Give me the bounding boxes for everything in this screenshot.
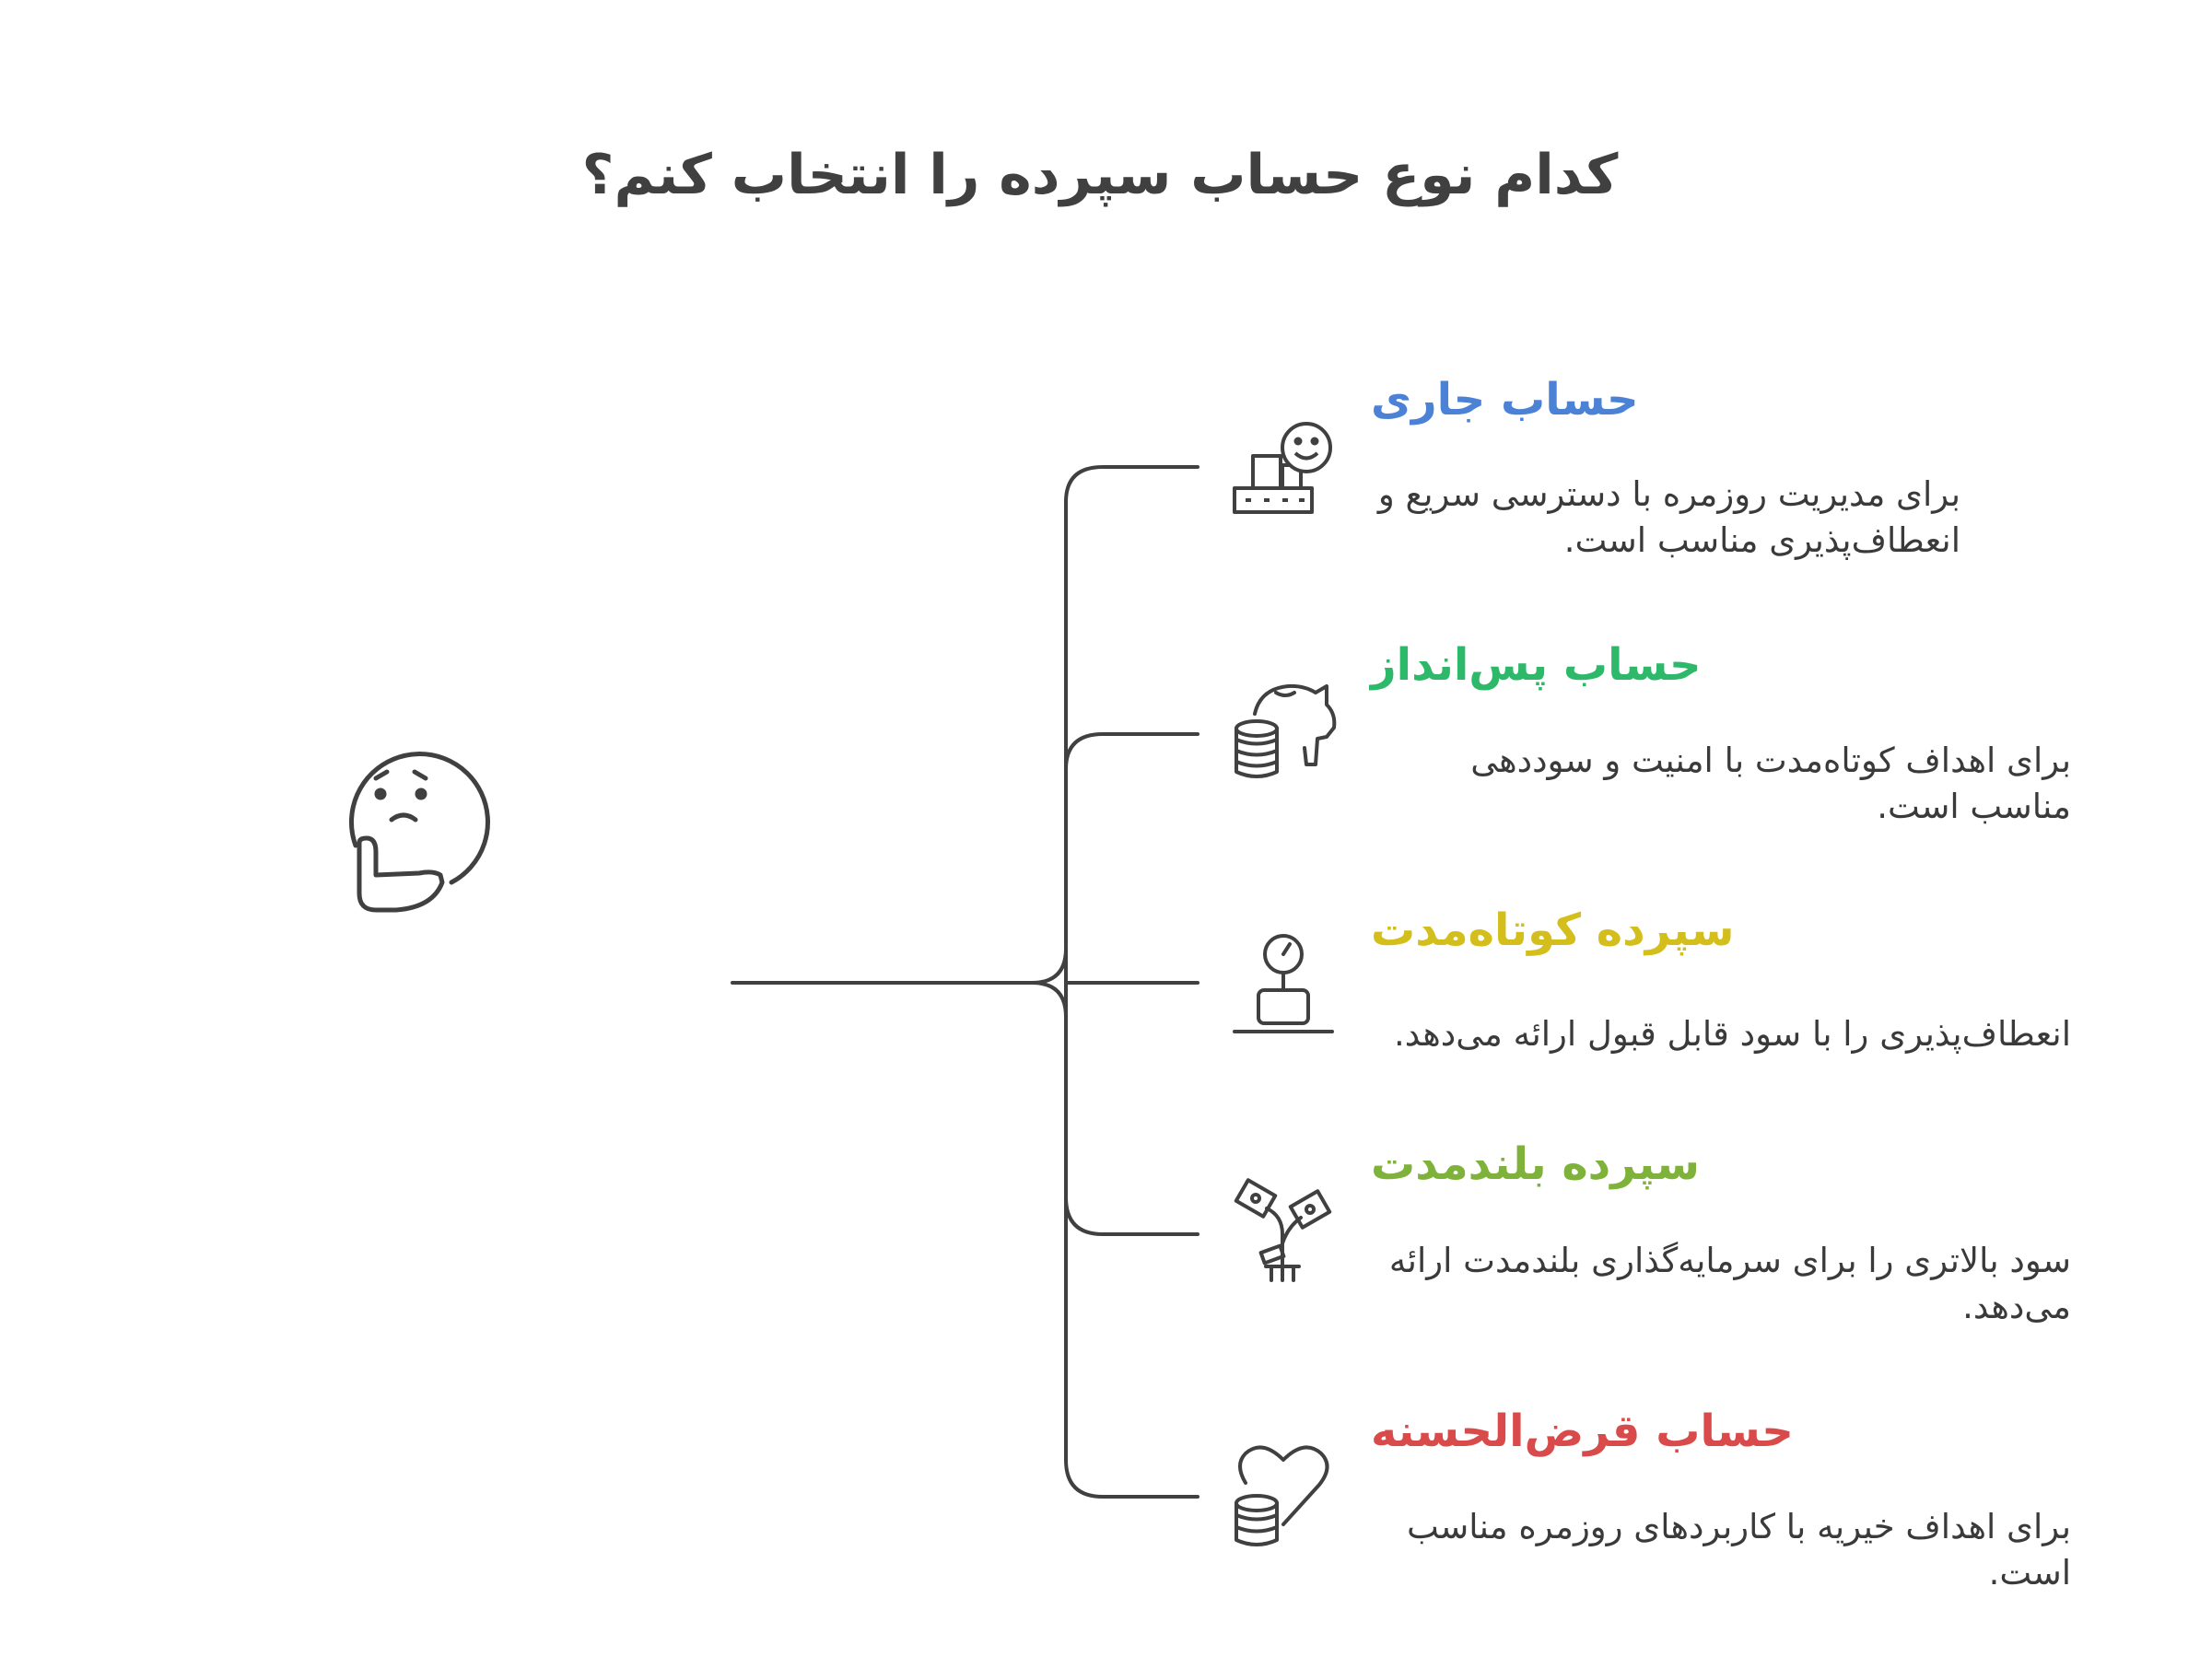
connector-branch-2 xyxy=(1066,734,1198,769)
option-current-title: حساب جاری xyxy=(1371,374,1639,426)
option-qard-title: حساب قرض‌الحسنه xyxy=(1371,1406,1794,1457)
piggy-bank-coins-icon xyxy=(1236,686,1334,776)
diagram-title: کدام نوع حساب سپرده را انتخاب کنم؟ xyxy=(581,143,1619,207)
connector-elbow-bottom xyxy=(1032,983,1066,1017)
option-savings-description: برای اهداف کوتاه‌مدت با امنیت و سوددهی مناسب است. xyxy=(1470,741,2071,826)
connector-lines xyxy=(732,467,1198,1497)
option-short-term-title: سپرده کوتاه‌مدت xyxy=(1371,904,1735,956)
buildings-smiley-icon xyxy=(1235,424,1330,512)
option-long-term-description: سود بالاتری را برای سرمایه‌گذاری بلندمدت ارائه می‌دهد. xyxy=(1388,1241,2071,1326)
option-qard-description: برای اهداف خیریه با کاربردهای روزمره مناسب است. xyxy=(1406,1507,2071,1592)
thinking-face-icon xyxy=(351,754,487,910)
connector-elbow-top xyxy=(1032,949,1066,983)
option-long-term-title: سپرده بلندمدت xyxy=(1371,1138,1700,1190)
option-current-description: برای مدیریت روزمره با دسترسی سریع و انعطاف‌پذیری مناسب است. xyxy=(1377,474,1960,560)
heart-coins-icon xyxy=(1236,1447,1328,1545)
option-short-term-description: انعطاف‌پذیری را با سود قابل قبول ارائه می‌دهد. xyxy=(1394,1014,2071,1054)
money-plant-icon xyxy=(1236,1180,1329,1280)
stopwatch-icon xyxy=(1235,936,1332,1032)
option-savings-title: حساب پس‌انداز xyxy=(1371,639,1702,691)
connector-branch-4 xyxy=(1066,1197,1198,1234)
connector-branch-5 xyxy=(1066,1460,1198,1497)
connector-branch-1 xyxy=(1066,467,1198,502)
